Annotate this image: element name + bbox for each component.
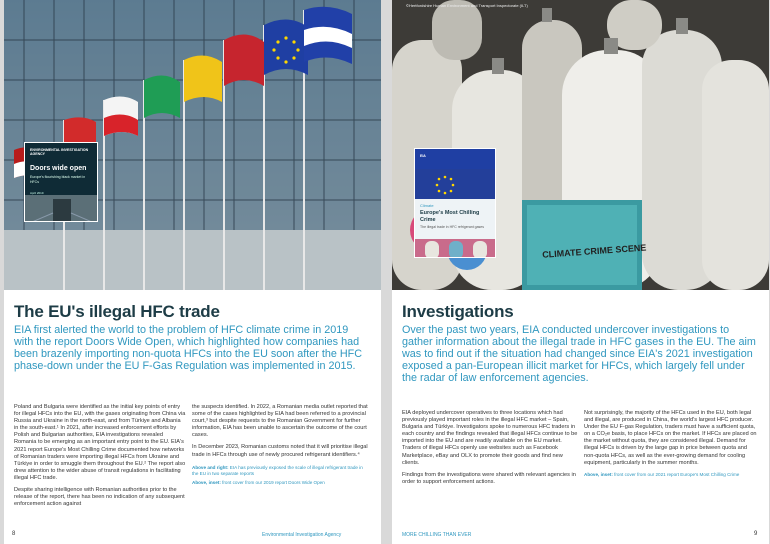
cover-title: Europe's Most Chilling Crime	[420, 210, 480, 223]
paragraph: Not surprisingly, the majority of the HFCs used in the EU, both legal and illegal, are produced in China, the world's largest HFC producer. Under the EU F-gas Regulation, traders must have a sufficient quota, on a CO₂e basis, to place HFCs on the market. If HFCs are placed on the market without quota, they are considered illegal. Demand for illegal HFCs is driven by the large gap in price between quota and non-quota HFCs, as well as the ever-growing demand for cooling equipment, particularly in the summer months.	[584, 410, 757, 466]
photo-credit: ©Hertfordshire Human Environment and Transport Inspectorate (ILT)	[406, 3, 528, 8]
lead-paragraph: EIA first alerted the world to the problem of HFC climate crime in 2019 with the report Doors Wide Open, which highlighted how companies had been brazenly importing non-quota HFCs into the EU soon after the HFC phase-down under the EU F-Gas Regulation was implemented in 2015.	[14, 324, 363, 372]
paragraph: In December 2023, Romanian customs noted that it will prioritise illegal trade in HFCs through use of newly procured refrigerant identifiers.⁴	[192, 444, 368, 458]
body-column-2	[192, 404, 368, 486]
image-caption: Above, inset: front cover from our 2019 report Doors Wide Open	[192, 479, 325, 485]
footer-text: MORE CHILLING THAN EVER	[402, 532, 472, 538]
stencil-text: CLIMATE CRIME SCENE	[541, 242, 647, 260]
footer-text: Environmental Investigation Agency	[262, 532, 342, 538]
corridor-image	[25, 195, 98, 222]
image-caption: Above, inset: front cover from our 2021 report Europe's Most Chilling Crime	[584, 471, 740, 477]
page-heading: The EU's illegal HFC trade	[14, 302, 220, 321]
chilling-crime-cover	[414, 148, 496, 258]
cover-title: Doors wide open	[30, 165, 87, 172]
paragraph: Poland and Bulgaria were identified as the initial key points of entry for illegal HFCs into the EU, with the gases originating from China via Russia and Ukraine in the north-east, and from Türkiye and Albania in the south-east.¹ In 2021, after increased enforcement efforts by Polish and Bulgarian authorities, EIA investigations revealed Romania to be emerging as an important entry point to the EU. EIA's 2021 report Europe's Most Chilling Crime documented how networks of Romanian traders were importing illegal HFCs from Ukraine and Türkiye in order to smuggle them throughout the EU.² The report also drew attention to the wider abuse of transit regulations in facilitating illegal HFC trade.	[14, 404, 186, 481]
image-caption: Above and right: EIA has previously exposed the scale of illegal refrigerant trade in the EU in two separate reports	[192, 464, 363, 476]
eu-flags-photo	[4, 0, 381, 290]
cover-subtitle: The illegal trade in HFC refrigerant gases	[420, 225, 485, 229]
body-column-1	[402, 410, 578, 491]
body-column-2	[584, 410, 758, 478]
cover-date: April 2019	[30, 191, 44, 195]
cover-brand: ENVIRONMENTAL INVESTIGATION AGENCY	[30, 148, 89, 156]
eu-flag-image	[415, 169, 496, 199]
page-number: 9	[754, 531, 758, 537]
page-heading: Investigations	[402, 302, 514, 321]
cover-subtitle: Europe's flourishing black market in HFCs	[30, 175, 86, 184]
cover-tag: Climate	[420, 203, 434, 208]
paragraph: Findings from the investigations were shared with relevant agencies in order to support enforcement actions.	[402, 471, 576, 485]
cylinders-thumbnail	[415, 239, 496, 258]
doors-wide-open-cover	[24, 142, 98, 222]
paragraph: Despite sharing intelligence with Romanian authorities prior to the release of the report, there has been no indication of any subsequent enforcement action against	[14, 487, 185, 508]
paragraph: EIA deployed undercover operatives to three locations which had previously played important roles in the illegal HFC market – Spain, Bulgaria and Türkiye. Investigators spoke to numerous HFC traders in each country and the findings revealed that illegal HFCs continue to be imported into the EU and are readily available on the EU market. Traders of illegal HFCs openly use websites such as Facebook Marketplace, eBay and OLX to promote their goods and find new clients.	[402, 410, 578, 466]
right-page	[392, 0, 769, 544]
body-column-1	[14, 404, 186, 513]
gas-cylinders-photo	[392, 0, 769, 290]
paragraph: the suspects identified. In 2022, a Romanian media outlet reported that some of the cases highlighted by EIA had been referred to a provincial court,³ but despite requests to the Romanian Government for further information, EIA has been unable to ascertain the outcome of the court cases.	[192, 404, 368, 439]
cover-brand: EIA	[420, 154, 426, 158]
page-number: 8	[12, 531, 16, 537]
lead-paragraph: Over the past two years, EIA conducted undercover investigations to gather information about the illegal trade in HFC gases in the EU. The aim was to find out if the situation had changed since EIA's 2021 investigation exposed a pan-European illicit market for HFCs, which largely fell under the radar of law enforcement agencies.	[402, 324, 756, 384]
left-page	[4, 0, 381, 544]
